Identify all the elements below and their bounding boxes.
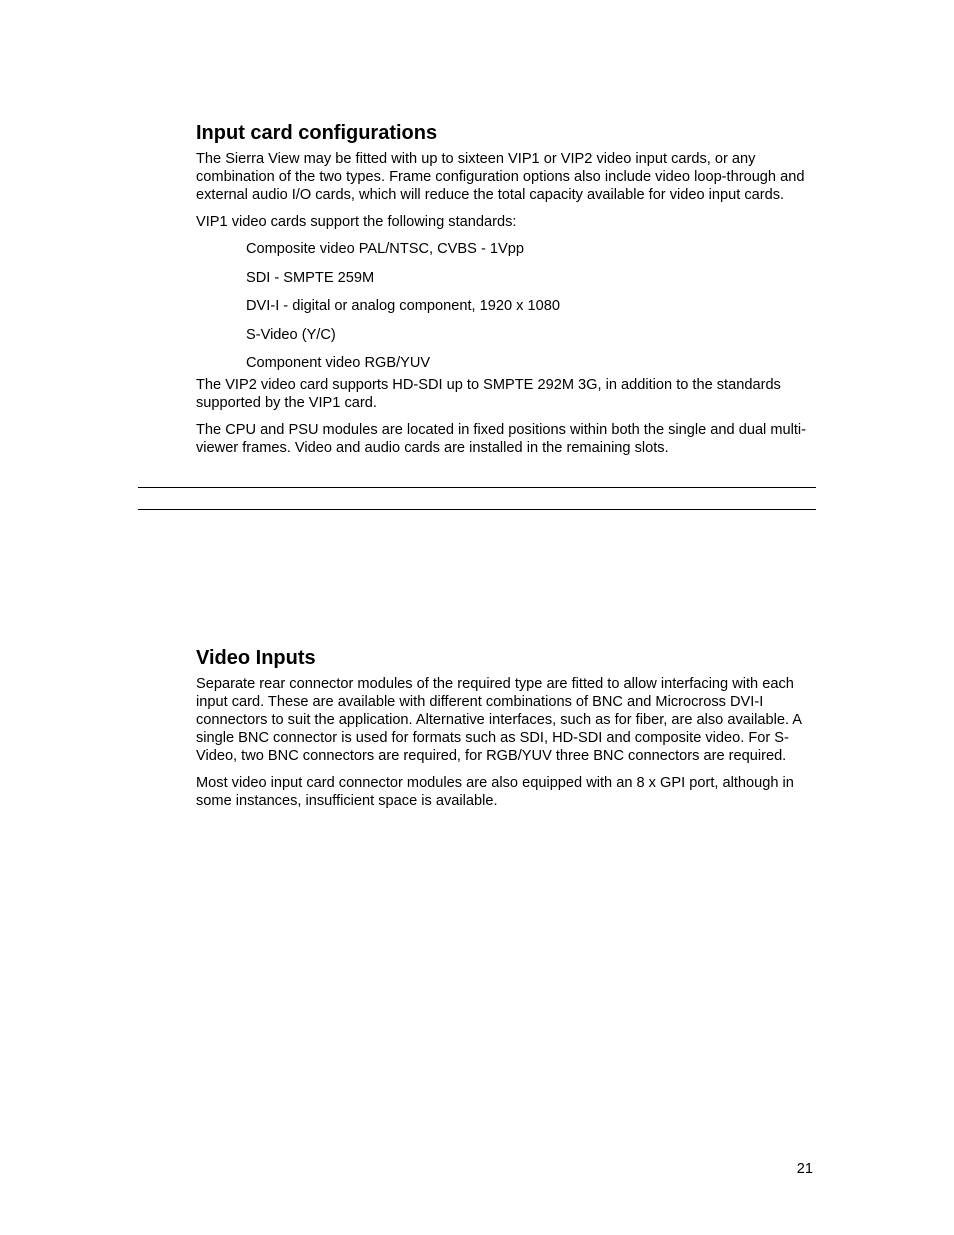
standards-list bbox=[196, 240, 816, 372]
standards-list-item: Composite video PAL/NTSC, CVBS - 1Vpp bbox=[246, 241, 524, 257]
horizontal-rule bbox=[138, 509, 816, 510]
horizontal-rule bbox=[138, 487, 816, 488]
paragraph: The Sierra View may be fitted with up to sixteen VIP1 or VIP2 video input cards, or any combination of the two types. Frame configuration options also include video loop-through and external audio I/O cards, which will reduce the total capacity available for video input cards. bbox=[196, 151, 805, 203]
paragraph: The CPU and PSU modules are located in fixed positions within both the single and dual multi-viewer frames. Video and audio cards are installed in the remaining slots. bbox=[196, 422, 807, 456]
section-video-inputs bbox=[196, 645, 816, 819]
standards-list-item: SDI - SMPTE 259M bbox=[246, 269, 375, 286]
standards-list-item: DVI-I - digital or analog component, 1920 x 1080 bbox=[246, 298, 560, 314]
paragraph: Separate rear connector modules of the required type are fitted to allow interfacing with each input card. These are available with different combinations of BNC and Microcross DVI-I connectors to suit the application. Alternative interfaces, such as for fiber, are also available. A single BNC connector is used for formats such as SDI, HD-SDI and composite video. For S-Video, two BNC connectors are required, for RGB/YUV three BNC connectors are required. bbox=[196, 676, 802, 764]
section-input-card-configurations bbox=[196, 120, 816, 466]
page-number: 21 bbox=[796, 1161, 813, 1177]
paragraph: The VIP2 video card supports HD-SDI up to SMPTE 292M 3G, in addition to the standards supported by the VIP1 card. bbox=[196, 377, 781, 411]
section-heading: Input card configurations bbox=[196, 122, 438, 144]
section-heading: Video Inputs bbox=[196, 647, 316, 669]
paragraph: Most video input card connector modules are also equipped with an 8 x GPI port, although in some instances, insufficient space is available. bbox=[196, 775, 794, 809]
standards-list-item: S-Video (Y/C) bbox=[246, 326, 336, 343]
standards-list-item: Component video RGB/YUV bbox=[246, 355, 431, 371]
paragraph: VIP1 video cards support the following standards: bbox=[196, 214, 517, 230]
